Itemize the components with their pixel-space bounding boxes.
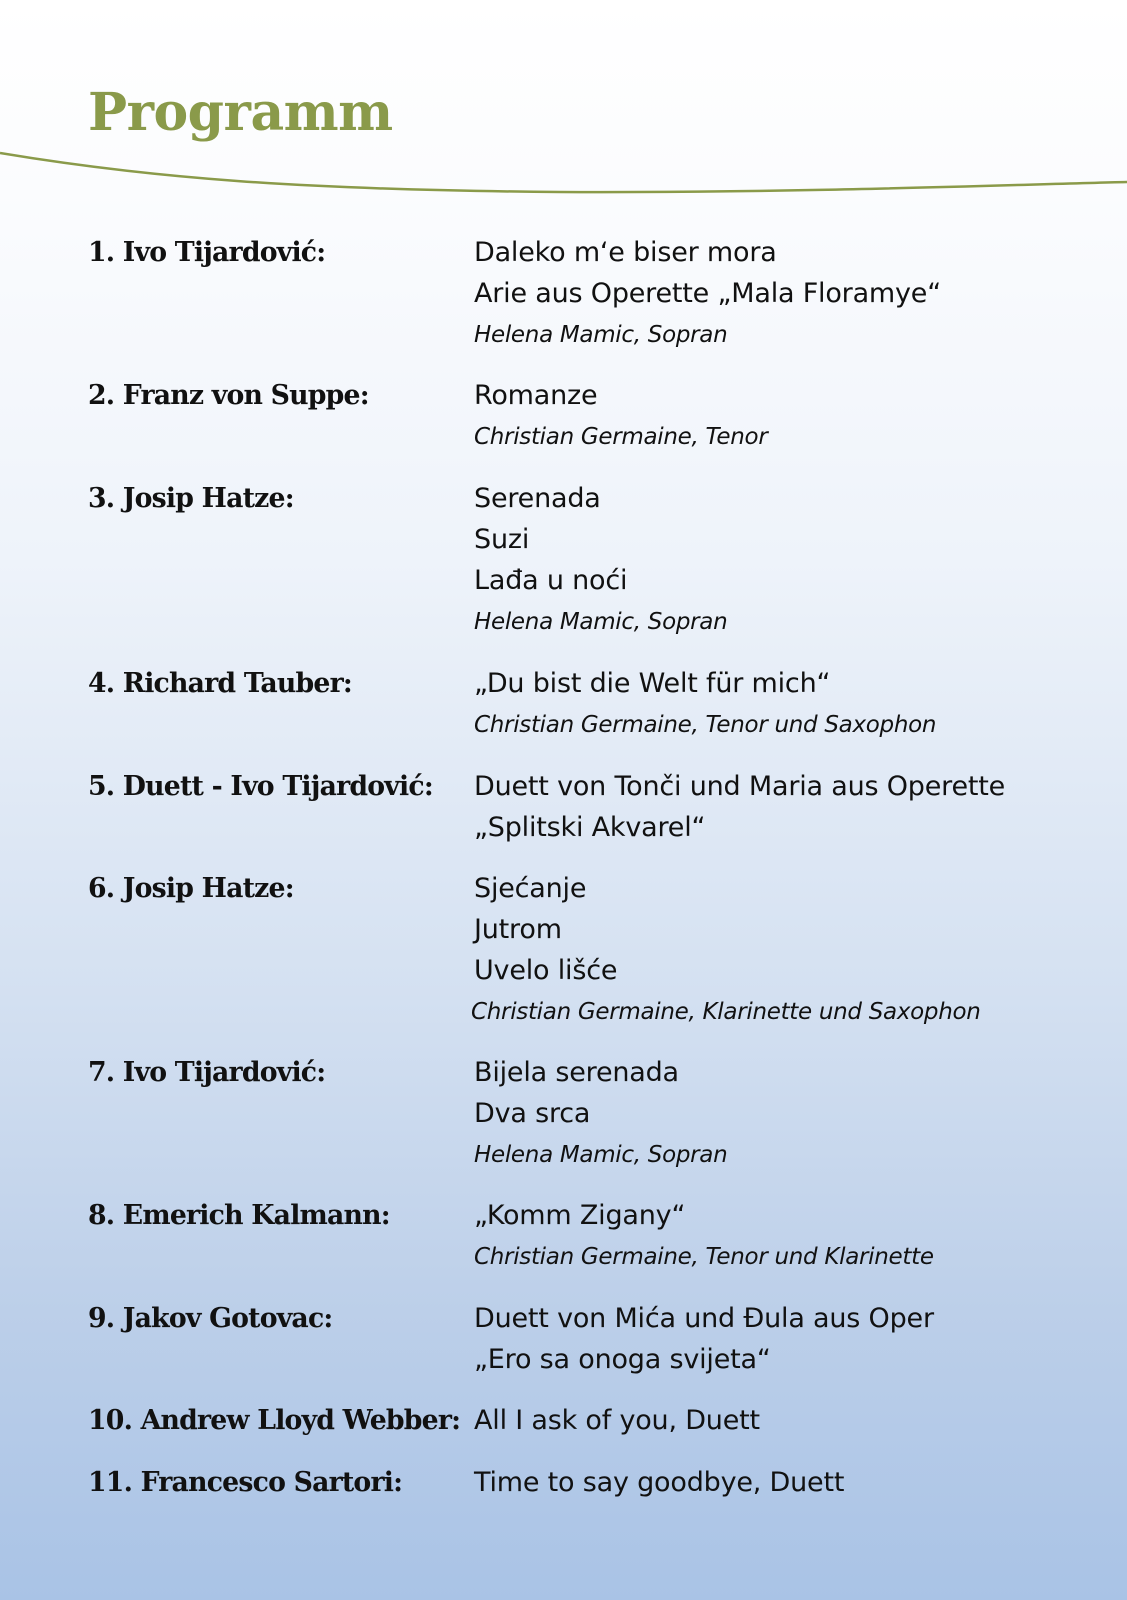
piece-title: „Ero sa onoga svijeta“ bbox=[474, 1344, 771, 1375]
program-item bbox=[88, 232, 1098, 356]
piece-title: Romanze bbox=[474, 380, 598, 411]
composer: 2. Franz von Suppe: bbox=[88, 380, 369, 411]
piece-title: „Komm Zigany“ bbox=[474, 1200, 686, 1231]
composer: 1. Ivo Tijardović: bbox=[88, 237, 326, 268]
piece-title: Dva srca bbox=[474, 1098, 591, 1129]
piece-title: Lađa u noći bbox=[474, 565, 628, 596]
performer: Helena Mamic, Sopran bbox=[474, 322, 728, 348]
swoosh-curve bbox=[0, 153, 1127, 192]
program-item bbox=[88, 1052, 1098, 1176]
piece-title: „Splitski Akvarel“ bbox=[474, 812, 706, 843]
program-item bbox=[88, 766, 1098, 848]
piece-title: Time to say goodbye, Duett bbox=[474, 1467, 845, 1498]
piece-details bbox=[474, 1400, 1098, 1441]
decorative-swoosh bbox=[0, 140, 1127, 210]
piece-title: Daleko m‘e biser mora bbox=[474, 237, 777, 268]
piece-title: Duett von Tonči und Maria aus Operette bbox=[474, 771, 1006, 802]
piece-details bbox=[474, 1195, 1098, 1278]
piece-details bbox=[474, 766, 1098, 848]
performer: Christian Germaine, Tenor bbox=[474, 424, 768, 450]
composer: 10. Andrew Lloyd Webber: bbox=[88, 1405, 461, 1436]
piece-title: Suzi bbox=[474, 524, 530, 555]
program-item bbox=[88, 478, 1098, 643]
performer: Christian Germaine, Tenor und Klarinette bbox=[474, 1244, 934, 1270]
piece-details bbox=[471, 868, 1098, 1033]
performer: Christian Germaine, Klarinette und Saxophon bbox=[471, 999, 981, 1025]
composer: 5. Duett - Ivo Tijardović: bbox=[88, 771, 433, 802]
program-list bbox=[88, 232, 1098, 1503]
composer: 7. Ivo Tijardović: bbox=[88, 1057, 326, 1088]
program-item bbox=[88, 1462, 1098, 1503]
piece-title: Bijela serenada bbox=[474, 1057, 679, 1088]
performer: Christian Germaine, Tenor und Saxophon bbox=[474, 712, 937, 738]
piece-details bbox=[474, 375, 1098, 458]
piece-details bbox=[474, 663, 1098, 746]
program-item bbox=[88, 1400, 1098, 1441]
piece-details bbox=[474, 1298, 1098, 1380]
piece-title: „Du bist die Welt für mich“ bbox=[474, 668, 831, 699]
piece-title: Sjećanje bbox=[474, 873, 587, 904]
composer: 11. Francesco Sartori: bbox=[88, 1467, 403, 1498]
piece-title: All I ask of you, Duett bbox=[474, 1405, 760, 1436]
piece-details bbox=[474, 478, 1098, 643]
piece-details bbox=[474, 1052, 1098, 1176]
program-item bbox=[88, 663, 1098, 746]
composer: 6. Josip Hatze: bbox=[88, 873, 294, 904]
composer: 3. Josip Hatze: bbox=[88, 483, 294, 514]
piece-title: Jutrom bbox=[474, 914, 562, 945]
piece-title: Duett von Mića und Đula aus Oper bbox=[474, 1303, 934, 1334]
composer: 4. Richard Tauber: bbox=[88, 668, 352, 699]
page-title: Programm bbox=[88, 82, 393, 143]
program-item bbox=[88, 868, 1098, 1033]
piece-title: Arie aus Operette „Mala Floramye“ bbox=[474, 278, 941, 309]
piece-details bbox=[474, 1462, 1098, 1503]
performer: Helena Mamic, Sopran bbox=[474, 609, 728, 635]
piece-title: Uvelo lišće bbox=[474, 955, 618, 986]
piece-details bbox=[474, 232, 1098, 356]
program-item bbox=[88, 1195, 1098, 1278]
performer: Helena Mamic, Sopran bbox=[474, 1142, 728, 1168]
program-item bbox=[88, 1298, 1098, 1380]
composer: 9. Jakov Gotovac: bbox=[88, 1303, 333, 1334]
piece-title: Serenada bbox=[474, 483, 601, 514]
program-item bbox=[88, 375, 1098, 458]
composer: 8. Emerich Kalmann: bbox=[88, 1200, 390, 1231]
